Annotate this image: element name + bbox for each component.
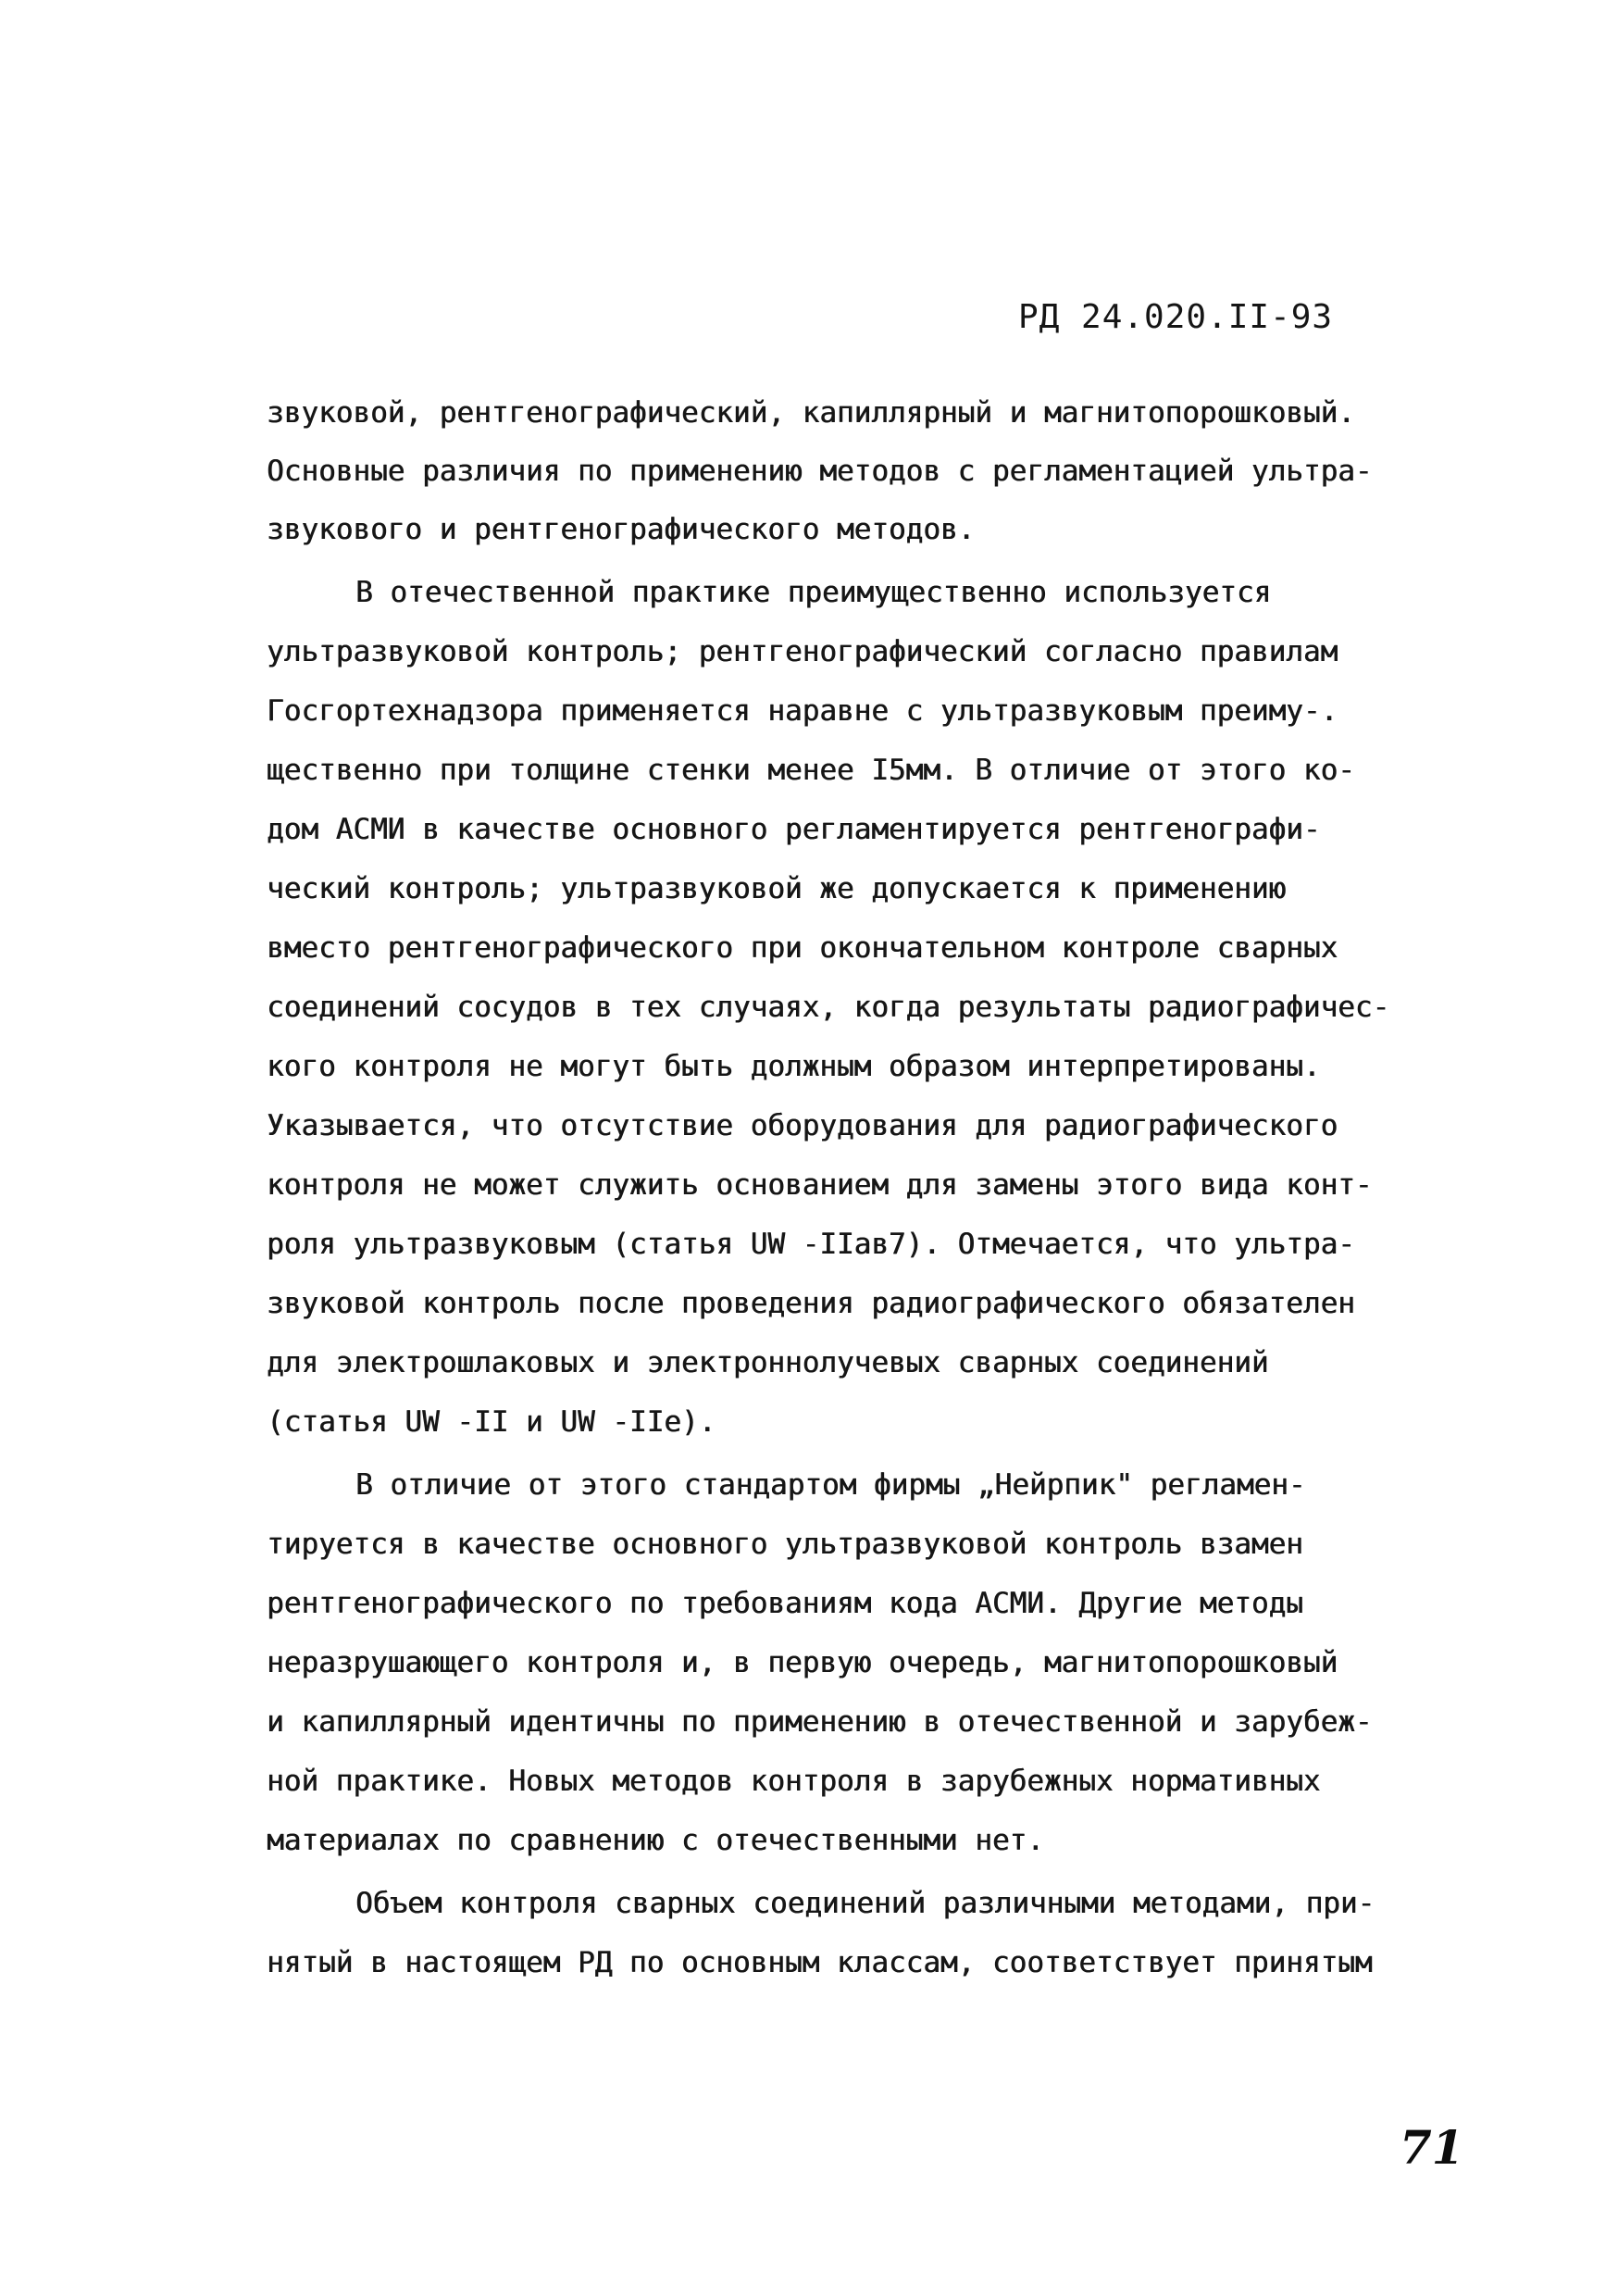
text-line: вместо рентгенографического при окончательном контроле сварных [267,931,1338,965]
text-line: тируется в качестве основного ультразвуковой контроль взамен [267,1528,1303,1561]
text-line: В отечественной практике преимущественно используется [355,576,1272,609]
text-line: рентгенографического по требованиям кода АСМИ. Другие методы [267,1587,1303,1620]
text-line: ной практике. Новых методов контроля в зарубежных нормативных [267,1765,1321,1798]
text-line: и капиллярный идентичны по применению в отечественной и зарубеж- [267,1705,1373,1739]
text-line: дом АСМИ в качестве основного регламентируется рентгенографи- [267,813,1321,846]
text-line: для электрошлаковых и электроннолучевых сварных соединений [267,1346,1269,1379]
page-number: 71 [1400,2120,1464,2175]
text-line: Госгортехнадзора применяется наравне с ультразвуковым преиму-. [267,694,1338,728]
text-line: Указывается, что отсутствие оборудования для радиографического [267,1109,1338,1142]
text-line: Основные различия по применению методов с регламентацией ультра- [267,455,1373,488]
text-line: материалах по сравнению с отечественными нет. [267,1824,1044,1857]
text-line: неразрушающего контроля и, в первую очередь, магнитопорошковый [267,1646,1338,1679]
text-line: кого контроля не могут быть должным образом интерпретированы. [267,1050,1321,1083]
text-line: контроля не может служить основанием для замены этого вида конт- [267,1168,1373,1202]
text-line: Объем контроля сварных соединений различными методами, при- [355,1887,1375,1920]
text-line: соединений сосудов в тех случаях, когда результаты радиографичес- [267,991,1390,1024]
text-line: щественно при толщине стенки менее I5мм. В отличие от этого ко- [267,754,1355,787]
text-line: звукового и рентгенографического методов. [267,513,976,546]
text-line: (статья UW -II и UW -IIe). [267,1405,716,1439]
text-line: ческий контроль; ультразвуковой же допускается к применению [267,872,1287,905]
text-line: ультразвуковой контроль; рентгенографический согласно правилам [267,635,1338,668]
document-code: РД 24.020.II-93 [1018,298,1334,336]
text-line: звуковой, рентгенографический, капиллярный и магнитопорошковый. [267,396,1355,430]
text-line: В отличие от этого стандартом фирмы „Нейрпик" регламен- [355,1468,1306,1502]
text-line: звуковой контроль после проведения радиографического обязателен [267,1287,1355,1320]
text-line: нятый в настоящем РД по основным классам, соответствует принятым [267,1946,1373,1979]
text-line: роля ультразвуковым (статья UW -IIав7). Отмечается, что ультра- [267,1228,1355,1261]
